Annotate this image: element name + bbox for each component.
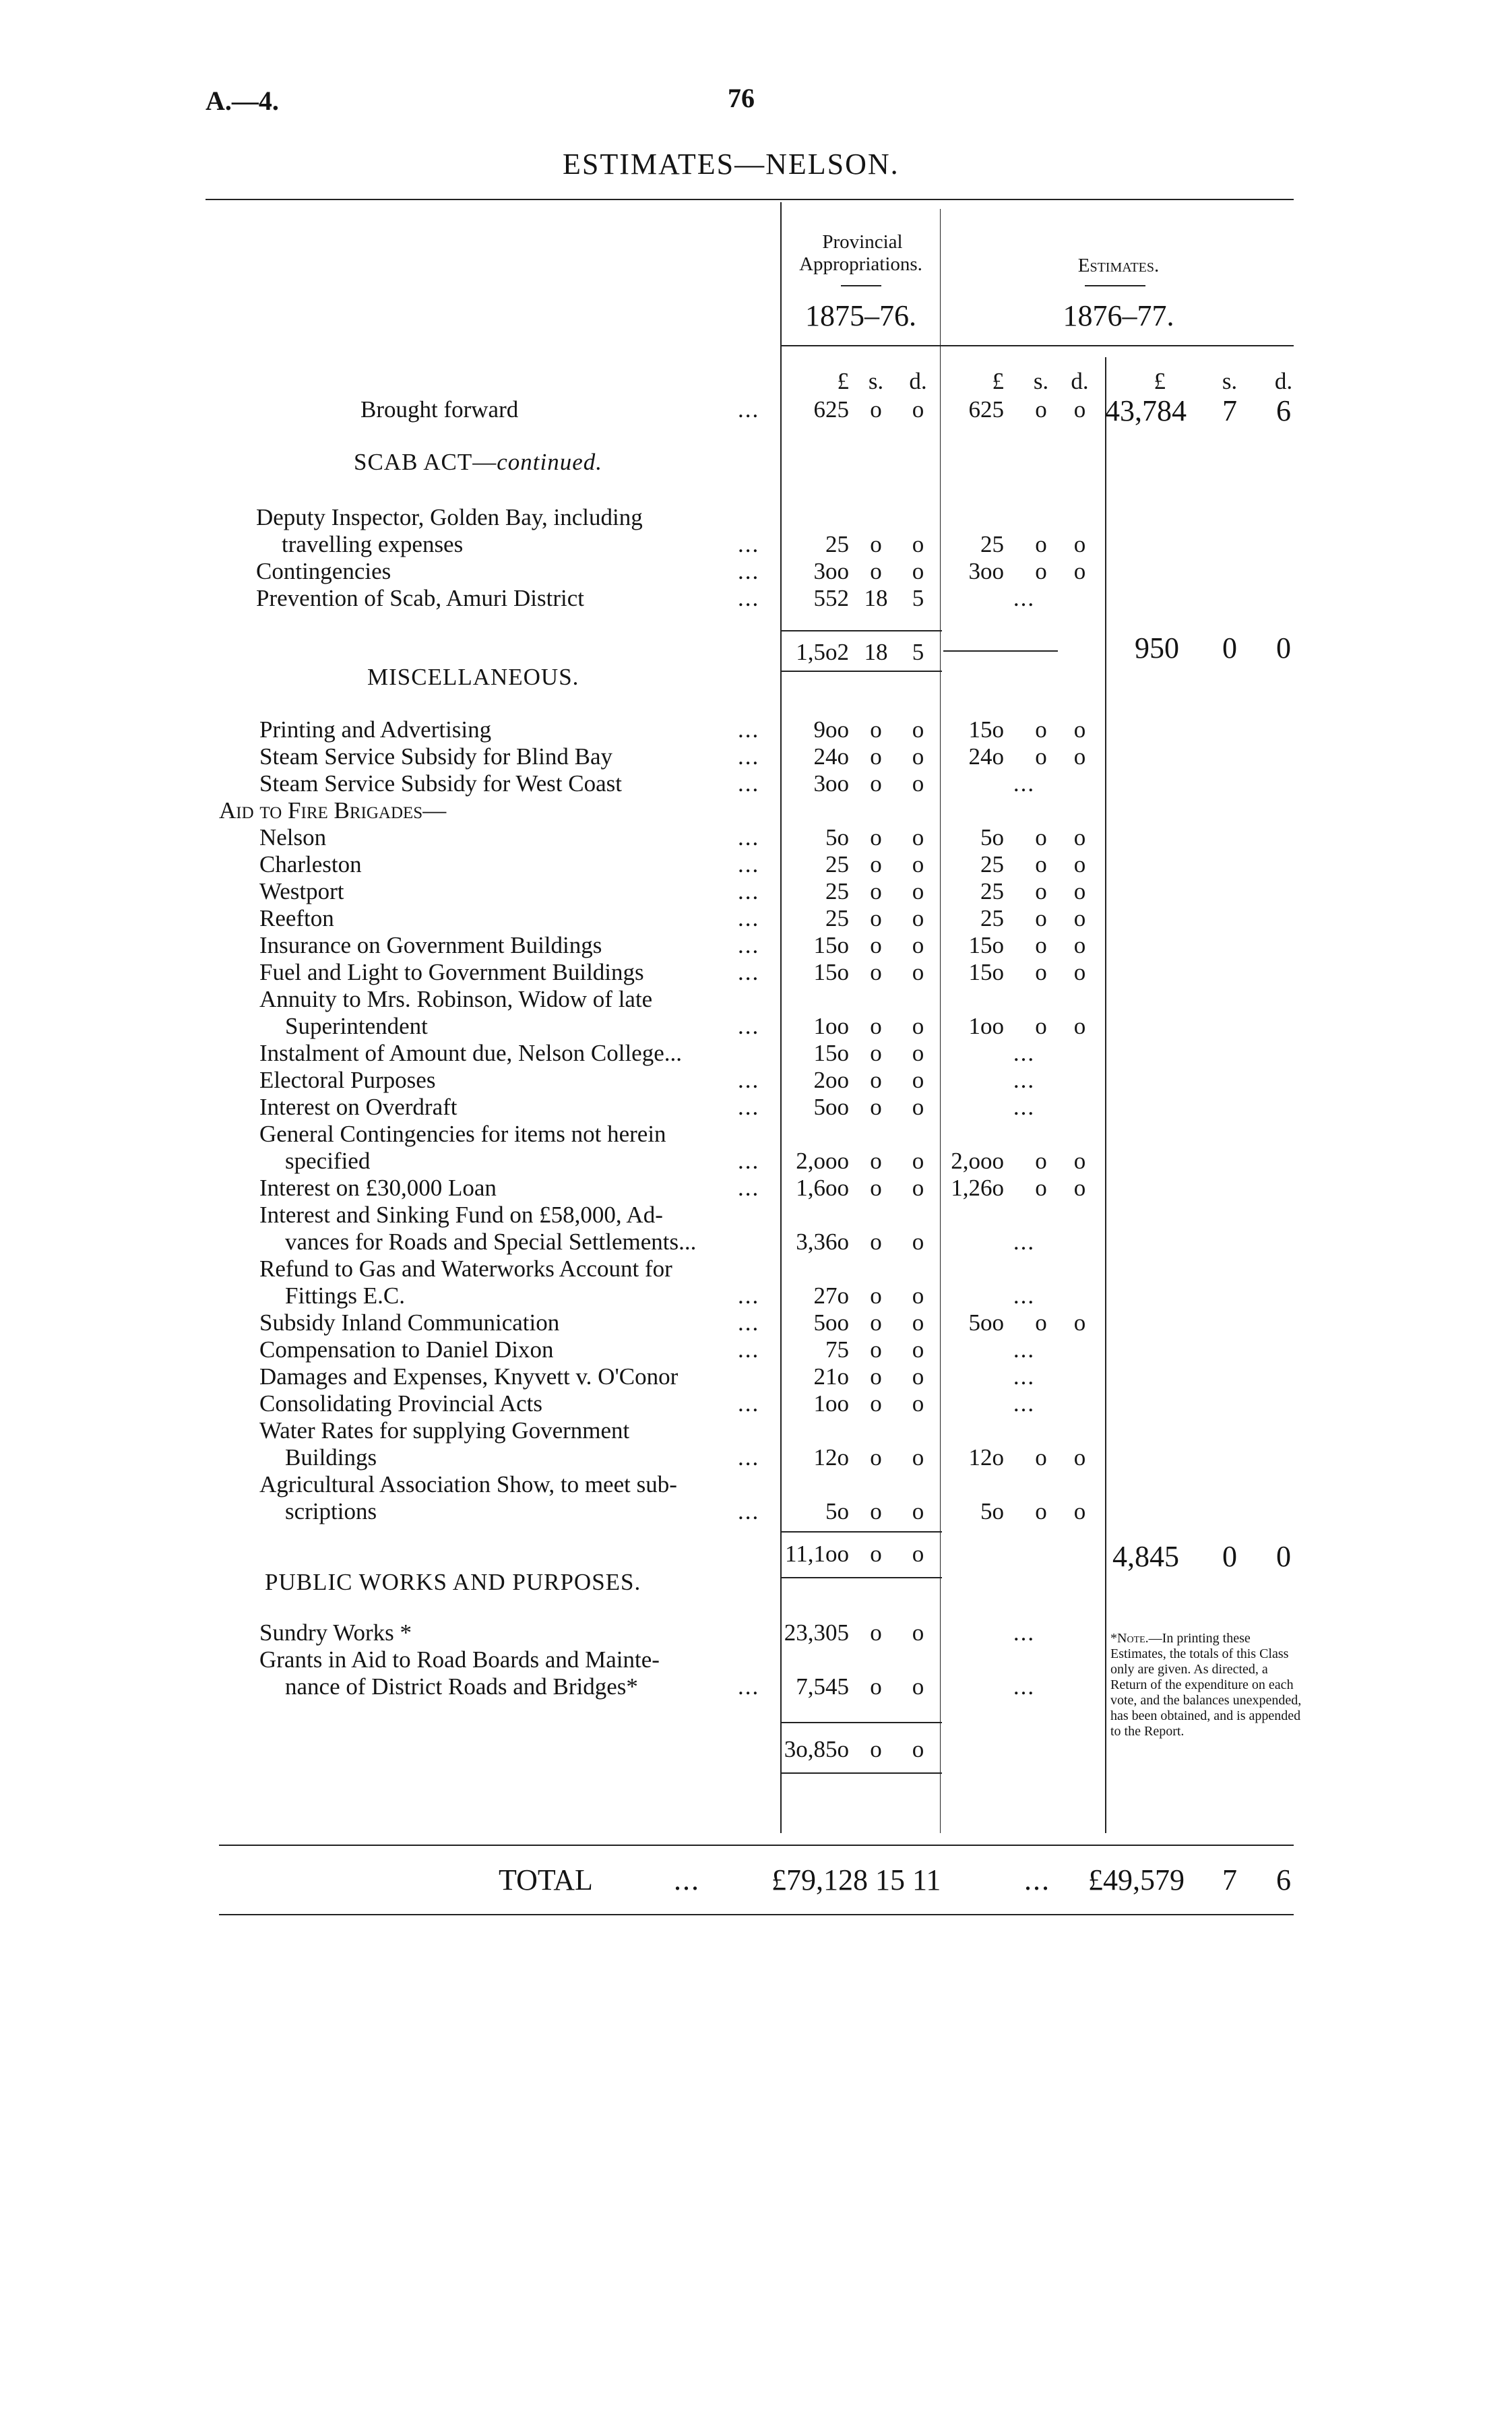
est-shillings: o: [1035, 959, 1047, 985]
est-pence: o: [1073, 824, 1086, 851]
top-rule: [206, 199, 1294, 200]
leader-dots: ...: [738, 932, 760, 958]
row-label: Refund to Gas and Waterworks Account for: [259, 1256, 672, 1282]
prov-shillings: o: [870, 1363, 882, 1390]
est-pounds: 5o: [980, 824, 1004, 851]
leader-dots: ...: [738, 878, 760, 904]
est-shillings: o: [1035, 558, 1047, 584]
prov-pence-head: d.: [909, 368, 927, 394]
page-number: 76: [728, 83, 755, 113]
prov-pence: o: [912, 1673, 924, 1700]
prov-pence: o: [912, 1040, 924, 1066]
pw-subtotal-pounds: 3o,85o: [784, 1736, 849, 1762]
prov-pounds: 3oo: [813, 770, 849, 797]
page-title: ESTIMATES—NELSON.: [563, 148, 900, 181]
row-label-continued: travelling expenses: [282, 531, 464, 557]
est-pound-head: £: [992, 368, 1004, 394]
bf-prov-shillings: o: [870, 396, 882, 423]
prov-pounds: 75: [825, 1336, 849, 1363]
leader-dots: ...: [738, 770, 760, 797]
prov-pounds: 9oo: [813, 716, 849, 743]
prov-pounds: 15o: [813, 1040, 849, 1066]
column-rule-3: [1105, 357, 1106, 1833]
est-pence: o: [1073, 1498, 1086, 1524]
prov-pounds: 12o: [813, 1444, 849, 1471]
prov-pounds: 25: [825, 851, 849, 877]
est-shillings: o: [1035, 824, 1047, 851]
scab-total-pence: 0: [1276, 631, 1291, 664]
aid-to-fire-brigades-heading: Aid to Fire Brigades—: [219, 797, 447, 824]
pw-subtotal-rule-top: [780, 1722, 942, 1723]
prov-small-rule: [841, 285, 881, 286]
bf-est-pounds: 625: [968, 396, 1004, 423]
row-label: Sundry Works *: [259, 1619, 412, 1646]
prov-pence: o: [912, 1175, 924, 1201]
est-pence: o: [1073, 905, 1086, 931]
prov-pence: o: [912, 1067, 924, 1093]
row-label: Westport: [259, 878, 344, 904]
prov-pounds: 2oo: [813, 1067, 849, 1093]
est-pence: o: [1073, 851, 1086, 877]
prov-pence: o: [912, 878, 924, 904]
prov-pence: o: [912, 1309, 924, 1336]
scab-total-shillings: 0: [1222, 631, 1237, 664]
prov-pence: o: [912, 932, 924, 958]
est-pence: o: [1073, 1148, 1086, 1174]
leader-dots: ...: [738, 1175, 760, 1201]
est-shillings: o: [1035, 1444, 1047, 1471]
row-label: Agricultural Association Show, to meet sub-: [259, 1471, 677, 1497]
prov-shillings: o: [870, 824, 882, 851]
prov-pounds: 5o: [825, 1498, 849, 1524]
document-code: A.—4.: [206, 86, 279, 116]
prov-shillings: 18: [864, 585, 888, 611]
leader-dots: ...: [738, 558, 760, 584]
misc-subtotal-rule-top: [780, 1531, 942, 1533]
total-rule-bottom: [219, 1914, 1294, 1915]
prov-year: 1875–76.: [805, 299, 916, 332]
prov-shillings: o: [870, 1040, 882, 1066]
est-pounds: 5o: [980, 1498, 1004, 1524]
est-pence: o: [1073, 1309, 1086, 1336]
prov-pence: o: [912, 558, 924, 584]
leader-dots: ...: [738, 959, 760, 985]
prov-pence: o: [912, 743, 924, 770]
scab-subtotal-pounds: 1,5o2: [796, 639, 849, 665]
misc-subtotal-rule-bottom: [780, 1577, 942, 1578]
prov-shillings: o: [870, 1498, 882, 1524]
est-pence: o: [1073, 558, 1086, 584]
est-shillings: o: [1035, 878, 1047, 904]
prov-label-2: Appropriations.: [799, 253, 922, 275]
row-label: General Contingencies for items not herein: [259, 1121, 666, 1147]
est-ellipsis: ...: [1013, 1040, 1036, 1066]
row-label: Water Rates for supplying Government: [259, 1417, 630, 1444]
prov-pence: o: [912, 1390, 924, 1417]
row-label: Instalment of Amount due, Nelson College...: [259, 1040, 682, 1066]
leader-dots: ...: [738, 1013, 760, 1039]
total-pence-head: d.: [1274, 368, 1293, 394]
row-label: Grants in Aid to Road Boards and Mainte-: [259, 1646, 660, 1673]
bf-est-shillings: o: [1035, 396, 1047, 423]
grand-total-est-pounds: £49,579: [1088, 1863, 1185, 1896]
prov-pence: o: [912, 851, 924, 877]
est-pounds: 1oo: [968, 1013, 1004, 1039]
prov-shillings: o: [870, 531, 882, 557]
prov-pence: o: [912, 1094, 924, 1120]
est-pounds: 25: [980, 531, 1004, 557]
prov-pounds: 5oo: [813, 1094, 849, 1120]
est-shillings: o: [1035, 1175, 1047, 1201]
prov-pounds: 7,545: [796, 1673, 849, 1700]
prov-pence: o: [912, 770, 924, 797]
prov-pence: o: [912, 1498, 924, 1524]
prov-pence: o: [912, 1282, 924, 1309]
est-shillings: o: [1035, 851, 1047, 877]
prov-pounds: 27o: [813, 1282, 849, 1309]
prov-pounds: 1oo: [813, 1013, 849, 1039]
row-label: Interest on £30,000 Loan: [259, 1175, 497, 1201]
est-pounds: 24o: [968, 743, 1004, 770]
row-label: Insurance on Government Buildings: [259, 932, 602, 958]
prov-pounds: 15o: [813, 959, 849, 985]
row-label: Interest on Overdraft: [259, 1094, 458, 1120]
prov-label-1: Provincial: [822, 231, 903, 253]
scab-act-heading: SCAB ACT—continued.: [354, 449, 603, 475]
est-pence: o: [1073, 1013, 1086, 1039]
row-label: Reefton: [259, 905, 334, 931]
prov-pounds: 1oo: [813, 1390, 849, 1417]
prov-shillings: o: [870, 1282, 882, 1309]
leader-dots: ...: [738, 1336, 760, 1363]
prov-pence: o: [912, 1363, 924, 1390]
est-ellipsis: ...: [1013, 1229, 1036, 1255]
row-label: Printing and Advertising: [259, 716, 492, 743]
row-label: Steam Service Subsidy for Blind Bay: [259, 743, 612, 770]
prov-shillings: o: [870, 1619, 882, 1646]
leader-dots: ...: [738, 585, 760, 611]
prov-pounds: 2,ooo: [796, 1148, 849, 1174]
est-pounds: 25: [980, 851, 1004, 877]
est-pounds: 12o: [968, 1444, 1004, 1471]
prov-pounds: 5o: [825, 824, 849, 851]
prov-shillings: o: [870, 1229, 882, 1255]
est-shillings: o: [1035, 1498, 1047, 1524]
prov-pence: o: [912, 1229, 924, 1255]
row-label: Charleston: [259, 851, 362, 877]
prov-pounds: 5oo: [813, 1309, 849, 1336]
row-label-continued: specified: [285, 1148, 371, 1174]
prov-shillings: o: [870, 1067, 882, 1093]
estimates-label: Estimates.: [1077, 255, 1160, 276]
prov-pence: o: [912, 1619, 924, 1646]
row-label-continued: Superintendent: [285, 1013, 428, 1039]
est-pounds: 15o: [968, 716, 1004, 743]
grand-total-label: TOTAL: [499, 1863, 593, 1896]
row-label-continued: Buildings: [285, 1444, 377, 1471]
prov-shillings: o: [870, 1175, 882, 1201]
est-pence: o: [1073, 1175, 1086, 1201]
bf-total-pounds: 43,784: [1105, 394, 1187, 427]
grand-total-est-shillings: 7: [1222, 1863, 1237, 1896]
prov-pounds: 24o: [813, 743, 849, 770]
prov-pence: o: [912, 1013, 924, 1039]
prov-pence: o: [912, 824, 924, 851]
public-works-heading: PUBLIC WORKS AND PURPOSES.: [265, 1569, 641, 1595]
leader-dots: ...: [738, 1067, 760, 1093]
est-ellipsis: ...: [1013, 1390, 1036, 1417]
prov-shillings: o: [870, 716, 882, 743]
row-label-continued: nance of District Roads and Bridges*: [285, 1673, 638, 1700]
prov-pounds: 3,36o: [796, 1229, 849, 1255]
est-shillings: o: [1035, 1013, 1047, 1039]
prov-shillings: o: [870, 1390, 882, 1417]
prov-shillings: o: [870, 1673, 882, 1700]
misc-subtotal-shillings: o: [870, 1541, 882, 1567]
scab-subtotal-rule-bottom: [780, 671, 942, 672]
prov-pounds: 25: [825, 531, 849, 557]
bf-total-shillings: 7: [1222, 394, 1237, 427]
misc-subtotal-pence: o: [912, 1541, 924, 1567]
prov-shillings: o: [870, 878, 882, 904]
prov-shillings: o: [870, 770, 882, 797]
prov-pounds: 3oo: [813, 558, 849, 584]
leader-dots: ...: [738, 1390, 760, 1417]
bf-total-pence: 6: [1276, 394, 1291, 427]
row-label: Subsidy Inland Communication: [259, 1309, 560, 1336]
scab-est-rule: [943, 650, 1058, 652]
prov-pounds: 15o: [813, 932, 849, 958]
est-shillings: o: [1035, 932, 1047, 958]
brought-forward-label: Brought forward: [360, 396, 519, 423]
est-pounds: 25: [980, 878, 1004, 904]
row-label: Prevention of Scab, Amuri District: [256, 585, 585, 611]
misc-total-shillings: 0: [1222, 1540, 1237, 1573]
est-pence: o: [1073, 932, 1086, 958]
row-label: Steam Service Subsidy for West Coast: [259, 770, 623, 797]
prov-shillings: o: [870, 1309, 882, 1336]
prov-shillings: o: [870, 1094, 882, 1120]
prov-pound-head: £: [837, 368, 849, 394]
prov-pounds: 552: [813, 585, 849, 611]
prov-shillings: o: [870, 1444, 882, 1471]
scab-subtotal-pence: 5: [912, 639, 924, 665]
row-label: Contingencies: [256, 558, 391, 584]
leader-dots: ...: [738, 743, 760, 770]
est-year: 1876–77.: [1063, 299, 1174, 332]
heading-rule: [780, 345, 1294, 346]
prov-shillings: o: [870, 558, 882, 584]
est-ellipsis: ...: [1013, 1094, 1036, 1120]
prov-pence: o: [912, 716, 924, 743]
est-pence: o: [1073, 531, 1086, 557]
est-ellipsis: ...: [1013, 1673, 1036, 1700]
est-pounds: 3oo: [968, 558, 1004, 584]
prov-pence: o: [912, 531, 924, 557]
prov-shillings: o: [870, 959, 882, 985]
est-shillings: o: [1035, 716, 1047, 743]
scab-subtotal-rule-top: [780, 630, 942, 631]
miscellaneous-heading: MISCELLANEOUS.: [367, 664, 579, 690]
row-label: Deputy Inspector, Golden Bay, including: [256, 504, 643, 530]
grand-total-dots-2: ...: [1024, 1863, 1050, 1896]
leader-dots: ...: [738, 1094, 760, 1120]
est-ellipsis: ...: [1013, 770, 1036, 797]
est-shillings: o: [1035, 743, 1047, 770]
prov-pence: 5: [912, 585, 924, 611]
total-pound-head: £: [1154, 368, 1166, 394]
est-shillings: o: [1035, 905, 1047, 931]
est-pounds: 1,26o: [951, 1175, 1004, 1201]
prov-pence: o: [912, 1148, 924, 1174]
row-label: Interest and Sinking Fund on £58,000, Ad-: [259, 1202, 663, 1228]
est-shillings: o: [1035, 531, 1047, 557]
leader-dots: ...: [738, 1444, 760, 1471]
footnote: *Note.—In printing these Estimates, the totals of this Class only are given. As directed, a Return of the expenditure on each vote, and the balances unexpended, has been obtained, and is appended to the Report.: [1110, 1631, 1302, 1739]
leader-dots: ...: [738, 1309, 760, 1336]
row-label-continued: vances for Roads and Special Settlements...: [285, 1229, 697, 1255]
row-label: Fuel and Light to Government Buildings: [259, 959, 644, 985]
prov-shillings: o: [870, 905, 882, 931]
prov-shillings: o: [870, 1336, 882, 1363]
est-small-rule: [1085, 285, 1145, 286]
est-ellipsis: ...: [1013, 1336, 1036, 1363]
row-label: Consolidating Provincial Acts: [259, 1390, 542, 1417]
leader-dots: ...: [738, 396, 760, 423]
est-ellipsis: ...: [1013, 1363, 1036, 1390]
est-shillings: o: [1035, 1148, 1047, 1174]
prov-pence: o: [912, 905, 924, 931]
leader-dots: ...: [738, 1498, 760, 1524]
misc-total-pence: 0: [1276, 1540, 1291, 1573]
scab-subtotal-shillings: 18: [864, 639, 888, 665]
leader-dots: ...: [738, 1673, 760, 1700]
prov-shillings: o: [870, 932, 882, 958]
row-label-continued: Fittings E.C.: [285, 1282, 405, 1309]
prov-pounds: 21o: [813, 1363, 849, 1390]
est-pounds: 5oo: [968, 1309, 1004, 1336]
est-pence: o: [1073, 959, 1086, 985]
est-pounds: 25: [980, 905, 1004, 931]
prov-pounds: 23,305: [784, 1619, 849, 1646]
row-label: Annuity to Mrs. Robinson, Widow of late: [259, 986, 653, 1012]
leader-dots: ...: [738, 851, 760, 877]
est-pence: o: [1073, 1444, 1086, 1471]
misc-total-pounds: 4,845: [1112, 1540, 1179, 1573]
prov-shillings: o: [870, 743, 882, 770]
total-rule-top: [219, 1845, 1294, 1846]
row-label: Damages and Expenses, Knyvett v. O'Conor: [259, 1363, 679, 1390]
scab-total-pounds: 950: [1135, 631, 1179, 664]
leader-dots: ...: [738, 531, 760, 557]
prov-shillings: o: [870, 851, 882, 877]
prov-pence: o: [912, 1336, 924, 1363]
est-ellipsis: ...: [1013, 1067, 1036, 1093]
column-rule-2: [940, 209, 941, 1833]
prov-pounds: 25: [825, 905, 849, 931]
grand-total-dots-1: ...: [674, 1863, 700, 1896]
leader-dots: ...: [738, 1282, 760, 1309]
leader-dots: ...: [738, 905, 760, 931]
est-shilling-head: s.: [1033, 368, 1049, 394]
leader-dots: ...: [738, 1148, 760, 1174]
est-shillings: o: [1035, 1309, 1047, 1336]
row-label-continued: scriptions: [285, 1498, 377, 1524]
row-label: Electoral Purposes: [259, 1067, 436, 1093]
est-pence: o: [1073, 743, 1086, 770]
prov-pence: o: [912, 1444, 924, 1471]
est-ellipsis: ...: [1013, 1619, 1036, 1646]
prov-shilling-head: s.: [868, 368, 884, 394]
bf-prov-pounds: 625: [813, 396, 849, 423]
leader-dots: ...: [738, 824, 760, 851]
est-ellipsis: ...: [1013, 1282, 1036, 1309]
bf-est-pence: o: [1073, 396, 1086, 423]
prov-pounds: 25: [825, 878, 849, 904]
est-pounds: 15o: [968, 959, 1004, 985]
prov-shillings: o: [870, 1148, 882, 1174]
pw-subtotal-rule-bottom: [780, 1772, 942, 1774]
grand-total-prov: £79,128 15 11: [771, 1863, 941, 1896]
misc-subtotal-pounds: 11,1oo: [785, 1541, 849, 1567]
est-ellipsis: ...: [1013, 585, 1036, 611]
est-pence-head: d.: [1071, 368, 1089, 394]
total-shilling-head: s.: [1222, 368, 1238, 394]
est-pounds: 2,ooo: [951, 1148, 1004, 1174]
est-pounds: 15o: [968, 932, 1004, 958]
est-pence: o: [1073, 878, 1086, 904]
leader-dots: ...: [738, 716, 760, 743]
row-label: Nelson: [259, 824, 327, 851]
prov-shillings: o: [870, 1013, 882, 1039]
pw-subtotal-shillings: o: [870, 1736, 882, 1762]
pw-subtotal-pence: o: [912, 1736, 924, 1762]
est-pence: o: [1073, 716, 1086, 743]
prov-pence: o: [912, 959, 924, 985]
grand-total-est-pence: 6: [1276, 1863, 1291, 1896]
row-label: Compensation to Daniel Dixon: [259, 1336, 554, 1363]
bf-prov-pence: o: [912, 396, 924, 423]
prov-pounds: 1,6oo: [796, 1175, 849, 1201]
